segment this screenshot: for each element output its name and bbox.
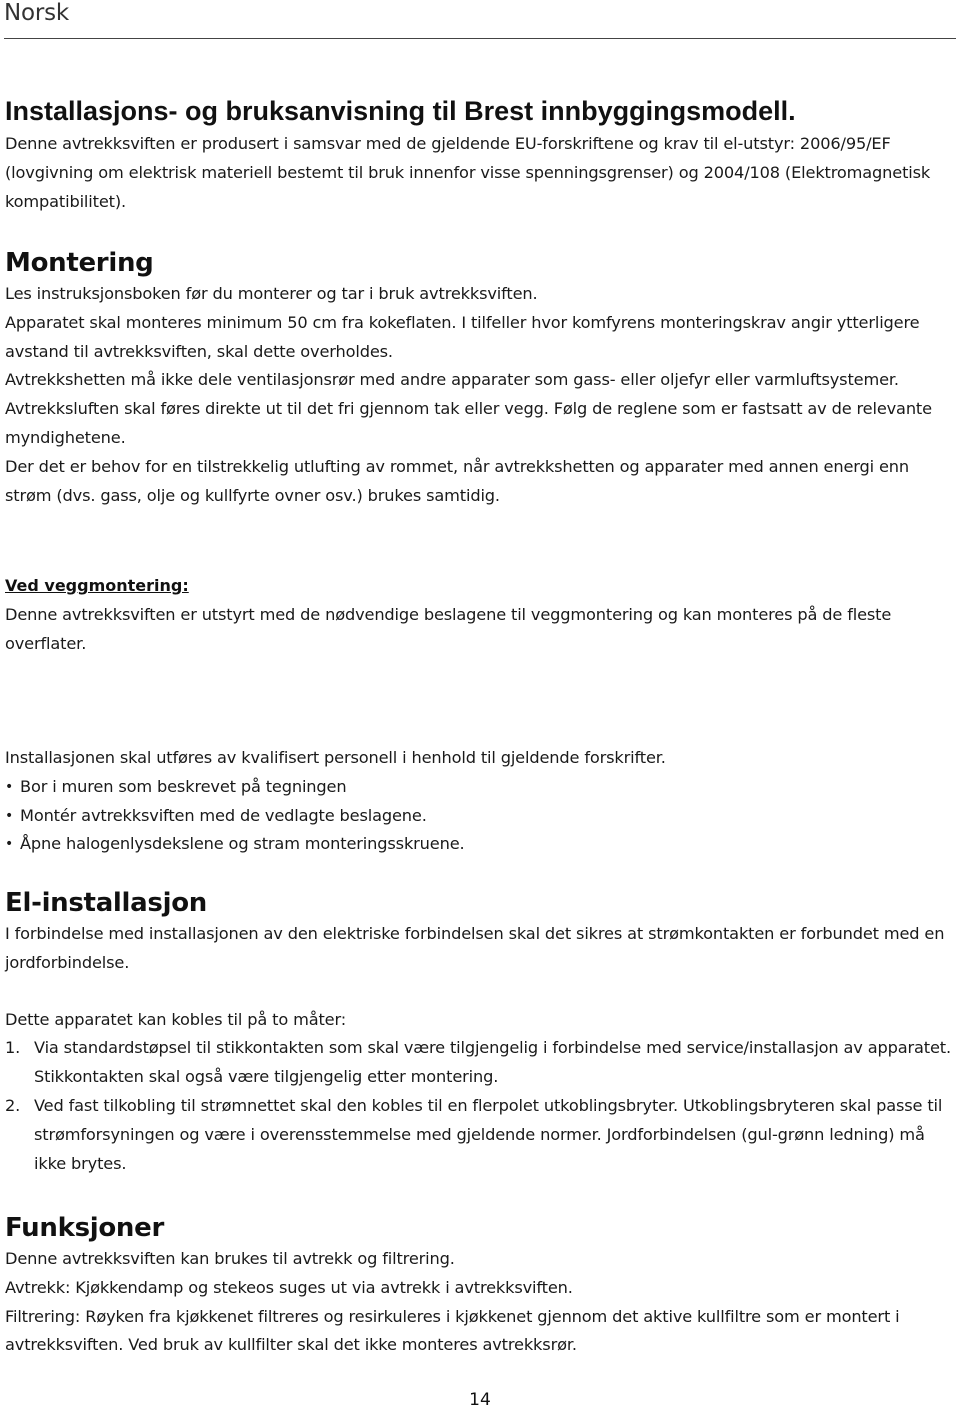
montering-line-3: Avtrekkshetten må ikke dele ventilasjonsrør med andre apparater som gass- eller oljefyr eller varmluftsystemer. bbox=[5, 370, 899, 390]
funksjoner-line-3: Filtrering: Røyken fra kjøkkenet filtreres og resirkuleres i kjøkkenet gjennom det aktive kullfiltre som er montert i avtrekksviften. Ved bruk av kullfilter skal det ikke monteres avtrekksrør. bbox=[5, 1306, 900, 1355]
montering-line-4: Avtrekksluften skal føres direkte ut til det fri gjennom tak eller vegg. Følg de reglene som er fastsatt av de relevante myndighetene. bbox=[5, 399, 932, 447]
language-header: Norsk bbox=[4, 0, 70, 26]
section-montering bbox=[5, 248, 955, 510]
montering-line-5: Der det er behov for en tilstrekkelig utlufting av rommet, når avtrekkshetten og apparater med annen energi enn strøm (dvs. gass, olje og kullfyrte ovner osv.) brukes samtidig. bbox=[5, 456, 909, 505]
step-number: 2. bbox=[5, 1095, 21, 1115]
list-item: • Bor i muren som beskrevet på tegningen bbox=[5, 773, 955, 802]
section-heading-el-installasjon: El-installasjon bbox=[5, 888, 207, 918]
funksjoner-line-1: Denne avtrekksviften kan brukes til avtrekk og filtrering. bbox=[5, 1249, 455, 1268]
list-item: 1. Via standardstøpsel til stikkontakten som skal være tilgjengelig i forbindelse med service/installasjon av apparatet. Stikkontakten skal også være tilgjengelig etter montering. bbox=[5, 1034, 955, 1092]
step-number: 1. bbox=[5, 1038, 21, 1058]
list-item: • Montér avtrekksviften med de vedlagte beslagene. bbox=[5, 802, 955, 831]
section-heading-montering: Montering bbox=[5, 248, 154, 278]
el-installasjon-intro: Dette apparatet kan kobles til på to måter: bbox=[5, 1009, 347, 1029]
montering-line-2: Apparatet skal monteres minimum 50 cm fra kokeflaten. I tilfeller hvor komfyrens monteringskrav angir ytterligere avstand til avtrekksviften, skal dette overholdes. bbox=[5, 312, 920, 361]
veggmontering-heading: Ved veggmontering: bbox=[5, 576, 189, 595]
list-item: • Åpne halogenlysdekslene og stram monteringsskruene. bbox=[5, 830, 955, 859]
page-number: 14 bbox=[469, 1390, 491, 1410]
bullet-icon: • bbox=[5, 836, 14, 853]
installasjon-bullet-list bbox=[5, 773, 955, 859]
list-item: 2. Ved fast tilkobling til strømnettet skal den kobles til en flerpolet utkoblingsbryter. Utkoblingsbryteren skal passe til strømforsyningen og være i overensstemmelse med gjeldende normer. Jordforbindelsen (gul-grønn ledning) må ikke brytes. bbox=[5, 1092, 955, 1178]
intro-paragraph: Denne avtrekksviften er produsert i samsvar med de gjeldende EU-forskriftene og krav til el-utstyr: 2006/95/EF (lovgivning om elektrisk materiell bestemt til bruk innenfor visse spenningsgrenser) og 2004/108 (Elektromagnetisk kompatibilitet). bbox=[5, 134, 931, 211]
bullet-icon: • bbox=[5, 778, 14, 795]
veggmontering-text: Denne avtrekksviften er utstyrt med de nødvendige beslagene til veggmontering og kan monteres på de fleste overflater. bbox=[5, 604, 892, 653]
funksjoner-line-2: Avtrekk: Kjøkkendamp og stekeos suges ut via avtrekk i avtrekksviften. bbox=[5, 1277, 573, 1297]
section-veggmontering bbox=[5, 572, 955, 658]
section-funksjoner bbox=[5, 1213, 955, 1360]
header-rule bbox=[4, 38, 956, 39]
bullet-icon: • bbox=[5, 807, 14, 824]
montering-line-1: Les instruksjonsboken før du monterer og tar i bruk avtrekksviften. bbox=[5, 284, 538, 303]
section-heading-funksjoner: Funksjoner bbox=[5, 1213, 164, 1243]
el-installasjon-step-list bbox=[5, 1034, 955, 1178]
el-installasjon-text: I forbindelse med installasjonen av den elektriske forbindelsen skal det sikres at strømkontakten er forbundet med en jordforbindelse. bbox=[5, 924, 945, 972]
document-title: Installasjons- og bruksanvisning til Brest innbyggingsmodell. bbox=[5, 96, 796, 126]
installasjon-text: Installasjonen skal utføres av kvalifisert personell i henhold til gjeldende forskrifter. bbox=[5, 748, 666, 767]
section-el-installasjon bbox=[5, 888, 955, 1178]
section-installasjon bbox=[5, 744, 955, 859]
